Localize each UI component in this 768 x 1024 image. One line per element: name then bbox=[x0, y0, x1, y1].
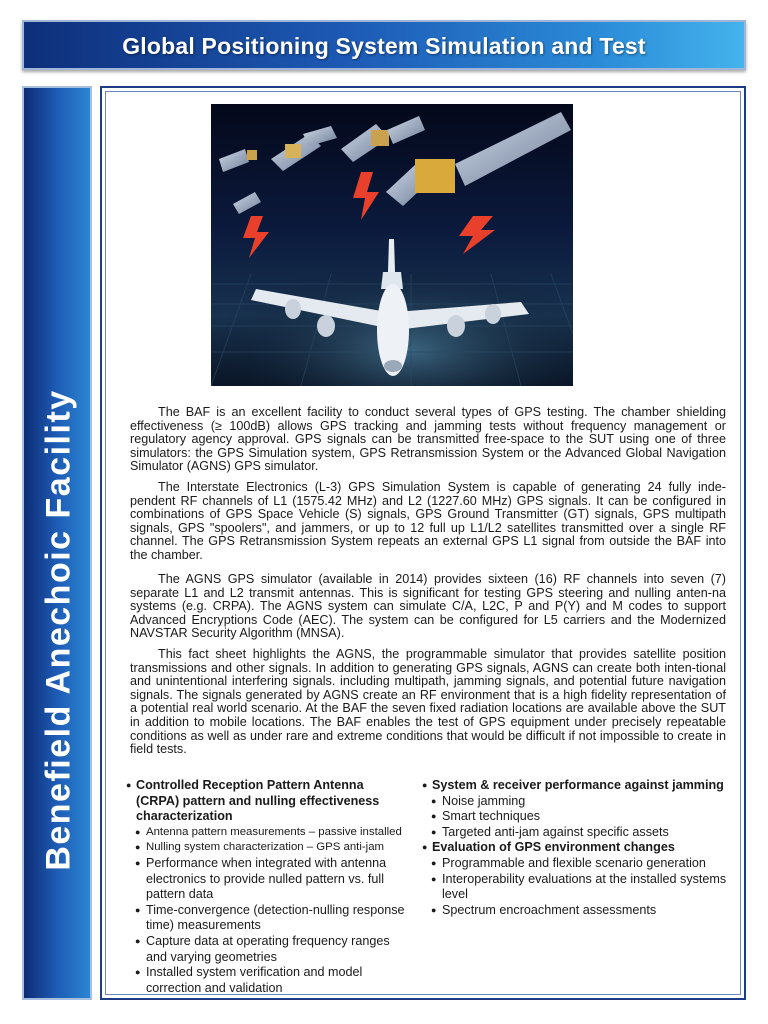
list-heading: ● System & receiver performance against jamming bbox=[422, 778, 732, 794]
list-item: ● Targeted anti-jam against specific assets bbox=[422, 825, 732, 841]
list-heading: ● Evaluation of GPS environment changes bbox=[422, 840, 732, 856]
side-banner bbox=[22, 86, 92, 1000]
title-banner bbox=[22, 20, 746, 70]
list-item: ● Installed system verification and model correction and validation bbox=[126, 965, 410, 996]
list-item: ● Capture data at operating frequency ranges and varying geometries bbox=[126, 934, 410, 965]
list-item: ● Smart techniques bbox=[422, 809, 732, 825]
right-bullet-list bbox=[422, 778, 732, 918]
list-item: ● Antenna pattern measurements – passive installed bbox=[126, 825, 410, 841]
list-item: ● Time-convergence (detection-nulling response time) measurements bbox=[126, 903, 410, 934]
list-item: ● Programmable and flexible scenario generation bbox=[422, 856, 732, 872]
gps-aircraft-satellites-image bbox=[211, 104, 573, 386]
agns-paragraph: The AGNS GPS simulator (available in 2014) provides sixteen (16) RF channels into seven (7) separate L1 and L2 transmit antennas. This is significant for testing GPS steering and nulling anten-na systems (e.g. CRPA). The AGNS system can simulate C/A, L2C, P and P(Y) and M codes to support Advanced Encryptions Code (AEC). The system can be configured for L5 carriers and the Modernized NAVSTAR Security Algorithm (MNSA). bbox=[130, 572, 726, 641]
side-title: Benefield Anechoic Facility bbox=[39, 389, 78, 871]
intro-paragraph: The BAF is an excellent facility to conduct several types of GPS testing. The chamber shielding effectiveness (≥ 100dB) allows GPS tracking and jamming tests without frequency management or regulatory agency approval. GPS signals can be transmitted free-space to the SUT using one of three simulators: the GPS Simulation system, GPS Retransmission System or the Advanced Global Navigation Simulator (AGNS) GPS simulator. bbox=[130, 405, 726, 474]
list-item: ● Nulling system characterization – GPS anti-jam bbox=[126, 840, 410, 856]
list-item: ● Performance when integrated with antenna electronics to provide nulled pattern vs. full pattern data bbox=[126, 856, 410, 903]
list-heading: ● Controlled Reception Pattern Antenna (CRPA) pattern and nulling effectiveness characterization bbox=[126, 778, 410, 825]
fact-sheet-paragraph: This fact sheet highlights the AGNS, the programmable simulator that provides satellite position transmissions and other signals. In addition to generating GPS signals, AGNS can create both inten-tional and unintentional interfering signals. including multipath, jamming signals, and potential future navigation signals. The signals generated by AGNS create an RF environment that is a high fidelity representation of a potential real world scenario. At the BAF the seven fixed radiation locations are available above the SUT in addition to mobile locations. The BAF enables the test of GPS equipment under precisely repeatable conditions as well as under rare and extreme conditions that would be difficult if not impossible to create in field tests. bbox=[130, 647, 726, 757]
left-bullet-list bbox=[126, 778, 410, 996]
page-title: Global Positioning System Simulation and Test bbox=[122, 33, 646, 59]
list-item: ● Spectrum encroachment assessments bbox=[422, 903, 732, 919]
gps-simulation-paragraph: The Interstate Electronics (L-3) GPS Simulation System is capable of generating 24 fully inde-pendent RF channels of L1 (1575.42 MHz) and L2 (1227.60 MHz) GPS signals. It can be configured in combinations of GPS Space Vehicle (S) signals, GPS Ground Transmitter (GT) signals, GPS multipath signals, GPS "spoolers", and jammers, or up to 12 full up L1/L2 satellites transmitted over a single RF channel. The GPS Retransmission System repeats an external GPS L1 signal from outside the BAF into the chamber. bbox=[130, 480, 726, 562]
list-item: ● Noise jamming bbox=[422, 794, 732, 810]
list-item: ● Interoperability evaluations at the installed systems level bbox=[422, 872, 732, 903]
